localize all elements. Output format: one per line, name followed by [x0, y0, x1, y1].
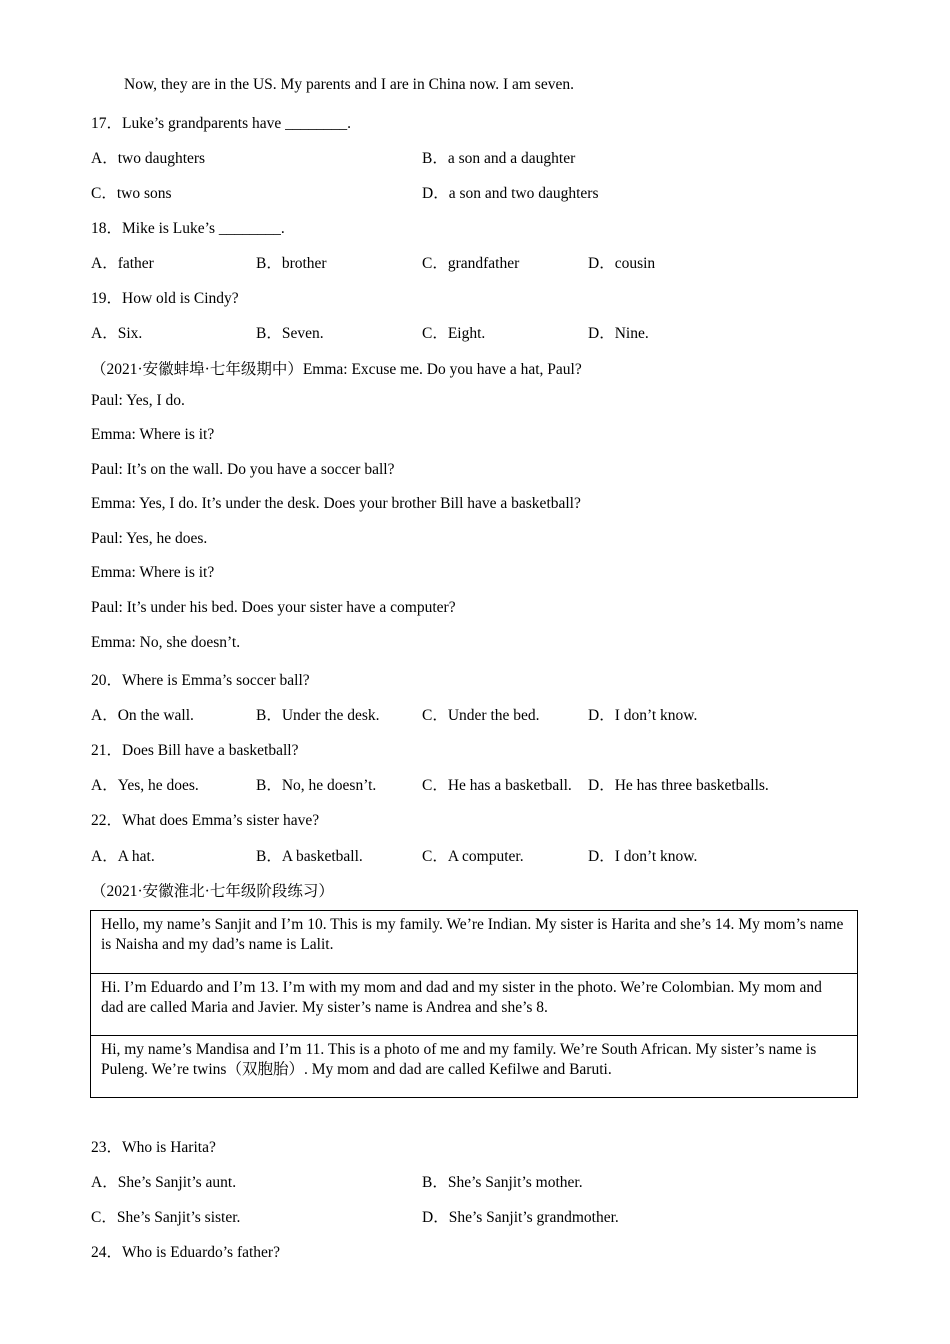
q23-option-a[interactable]: A．She’s Sanjit’s aunt. — [91, 1174, 237, 1191]
q23-option-b[interactable]: B．She’s Sanjit’s mother. — [422, 1174, 583, 1191]
q22-option-d[interactable]: D．I don’t know. — [588, 848, 698, 865]
dialogue-line: Emma: Where is it? — [91, 426, 215, 443]
q19-option-a[interactable]: A．Six. — [91, 325, 143, 342]
q19-stem: 19．How old is Cindy? — [91, 290, 239, 307]
q22-option-a[interactable]: A．A hat. — [91, 848, 155, 865]
q20-option-a[interactable]: A．On the wall. — [91, 707, 194, 724]
q18-option-b[interactable]: B．brother — [256, 255, 327, 272]
q21-option-d[interactable]: D．He has three basketballs. — [588, 777, 769, 794]
q18-option-d[interactable]: D．cousin — [588, 255, 656, 272]
q23-option-c[interactable]: C．She’s Sanjit’s sister. — [91, 1209, 241, 1226]
q17-option-d[interactable]: D．a son and two daughters — [422, 185, 599, 202]
q21-stem: 21．Does Bill have a basketball? — [91, 742, 299, 759]
q23-stem: 23．Who is Harita? — [91, 1139, 216, 1156]
q19-option-b[interactable]: B．Seven. — [256, 325, 324, 342]
passage-cell-sanjit: Hello, my name’s Sanjit and I’m 10. This is my family. We’re Indian. My sister is Harita and she’s 14. My mom’s name is Naisha and my dad’s name is Lalit. — [101, 916, 844, 953]
q17-option-b[interactable]: B．a son and a daughter — [422, 150, 576, 167]
q23-option-d[interactable]: D．She’s Sanjit’s grandmother. — [422, 1209, 619, 1226]
q17-stem: 17．Luke’s grandparents have ________. — [91, 115, 351, 132]
q17-option-a[interactable]: A．two daughters — [91, 150, 206, 167]
passage-table — [90, 910, 858, 1098]
q19-option-d[interactable]: D．Nine. — [588, 325, 649, 342]
q22-stem: 22．What does Emma’s sister have? — [91, 812, 320, 829]
q21-option-c[interactable]: C．He has a basketball. — [422, 777, 572, 794]
q20-option-c[interactable]: C．Under the bed. — [422, 707, 540, 724]
dialogue-line: Emma: No, she doesn’t. — [91, 634, 241, 651]
q19-option-c[interactable]: C．Eight. — [422, 325, 486, 342]
section-source: （2021·安徽淮北·七年级阶段练习） — [91, 883, 334, 900]
passage-cell-mandisa: Hi, my name’s Mandisa and I’m 11. This is a photo of me and my family. We’re South African. My sister’s name is Puleng. We’re twins（双胞胎）. My mom and dad are called Kefilwe and Baruti. — [91, 1035, 857, 1097]
dialogue-line: Emma: Yes, I do. It’s under the desk. Does your brother Bill have a basketball? — [91, 495, 581, 512]
q20-stem: 20．Where is Emma’s soccer ball? — [91, 672, 310, 689]
q18-option-c[interactable]: C．grandfather — [422, 255, 520, 272]
q20-option-d[interactable]: D．I don’t know. — [588, 707, 698, 724]
q18-option-a[interactable]: A．father — [91, 255, 154, 272]
q24-stem: 24．Who is Eduardo’s father? — [91, 1244, 280, 1261]
passage-cell-eduardo: Hi. I’m Eduardo and I’m 13. I’m with my mom and dad and my sister in the photo. We’re Colombian. My mom and dad are called Maria and Javier. My sister’s name is Andrea and she’s 8. — [91, 973, 857, 1035]
q21-option-b[interactable]: B．No, he doesn’t. — [256, 777, 377, 794]
q20-option-b[interactable]: B．Under the desk. — [256, 707, 380, 724]
dialogue-line: Paul: It’s on the wall. Do you have a soccer ball? — [91, 461, 395, 478]
dialogue-line: Paul: Yes, he does. — [91, 530, 208, 547]
intro-last-line: Now, they are in the US. My parents and I are in China now. I am seven. — [124, 76, 574, 93]
dialogue-line: （2021·安徽蚌埠·七年级期中）Emma: Excuse me. Do you have a hat, Paul? — [91, 361, 582, 378]
q22-option-b[interactable]: B．A basketball. — [256, 848, 363, 865]
dialogue-line: Paul: It’s under his bed. Does your sister have a computer? — [91, 599, 456, 616]
dialogue-line: Paul: Yes, I do. — [91, 392, 185, 409]
q17-option-c[interactable]: C．two sons — [91, 185, 172, 202]
dialogue-line: Emma: Where is it? — [91, 564, 215, 581]
q21-option-a[interactable]: A．Yes, he does. — [91, 777, 199, 794]
q18-stem: 18．Mike is Luke’s ________. — [91, 220, 285, 237]
q22-option-c[interactable]: C．A computer. — [422, 848, 524, 865]
